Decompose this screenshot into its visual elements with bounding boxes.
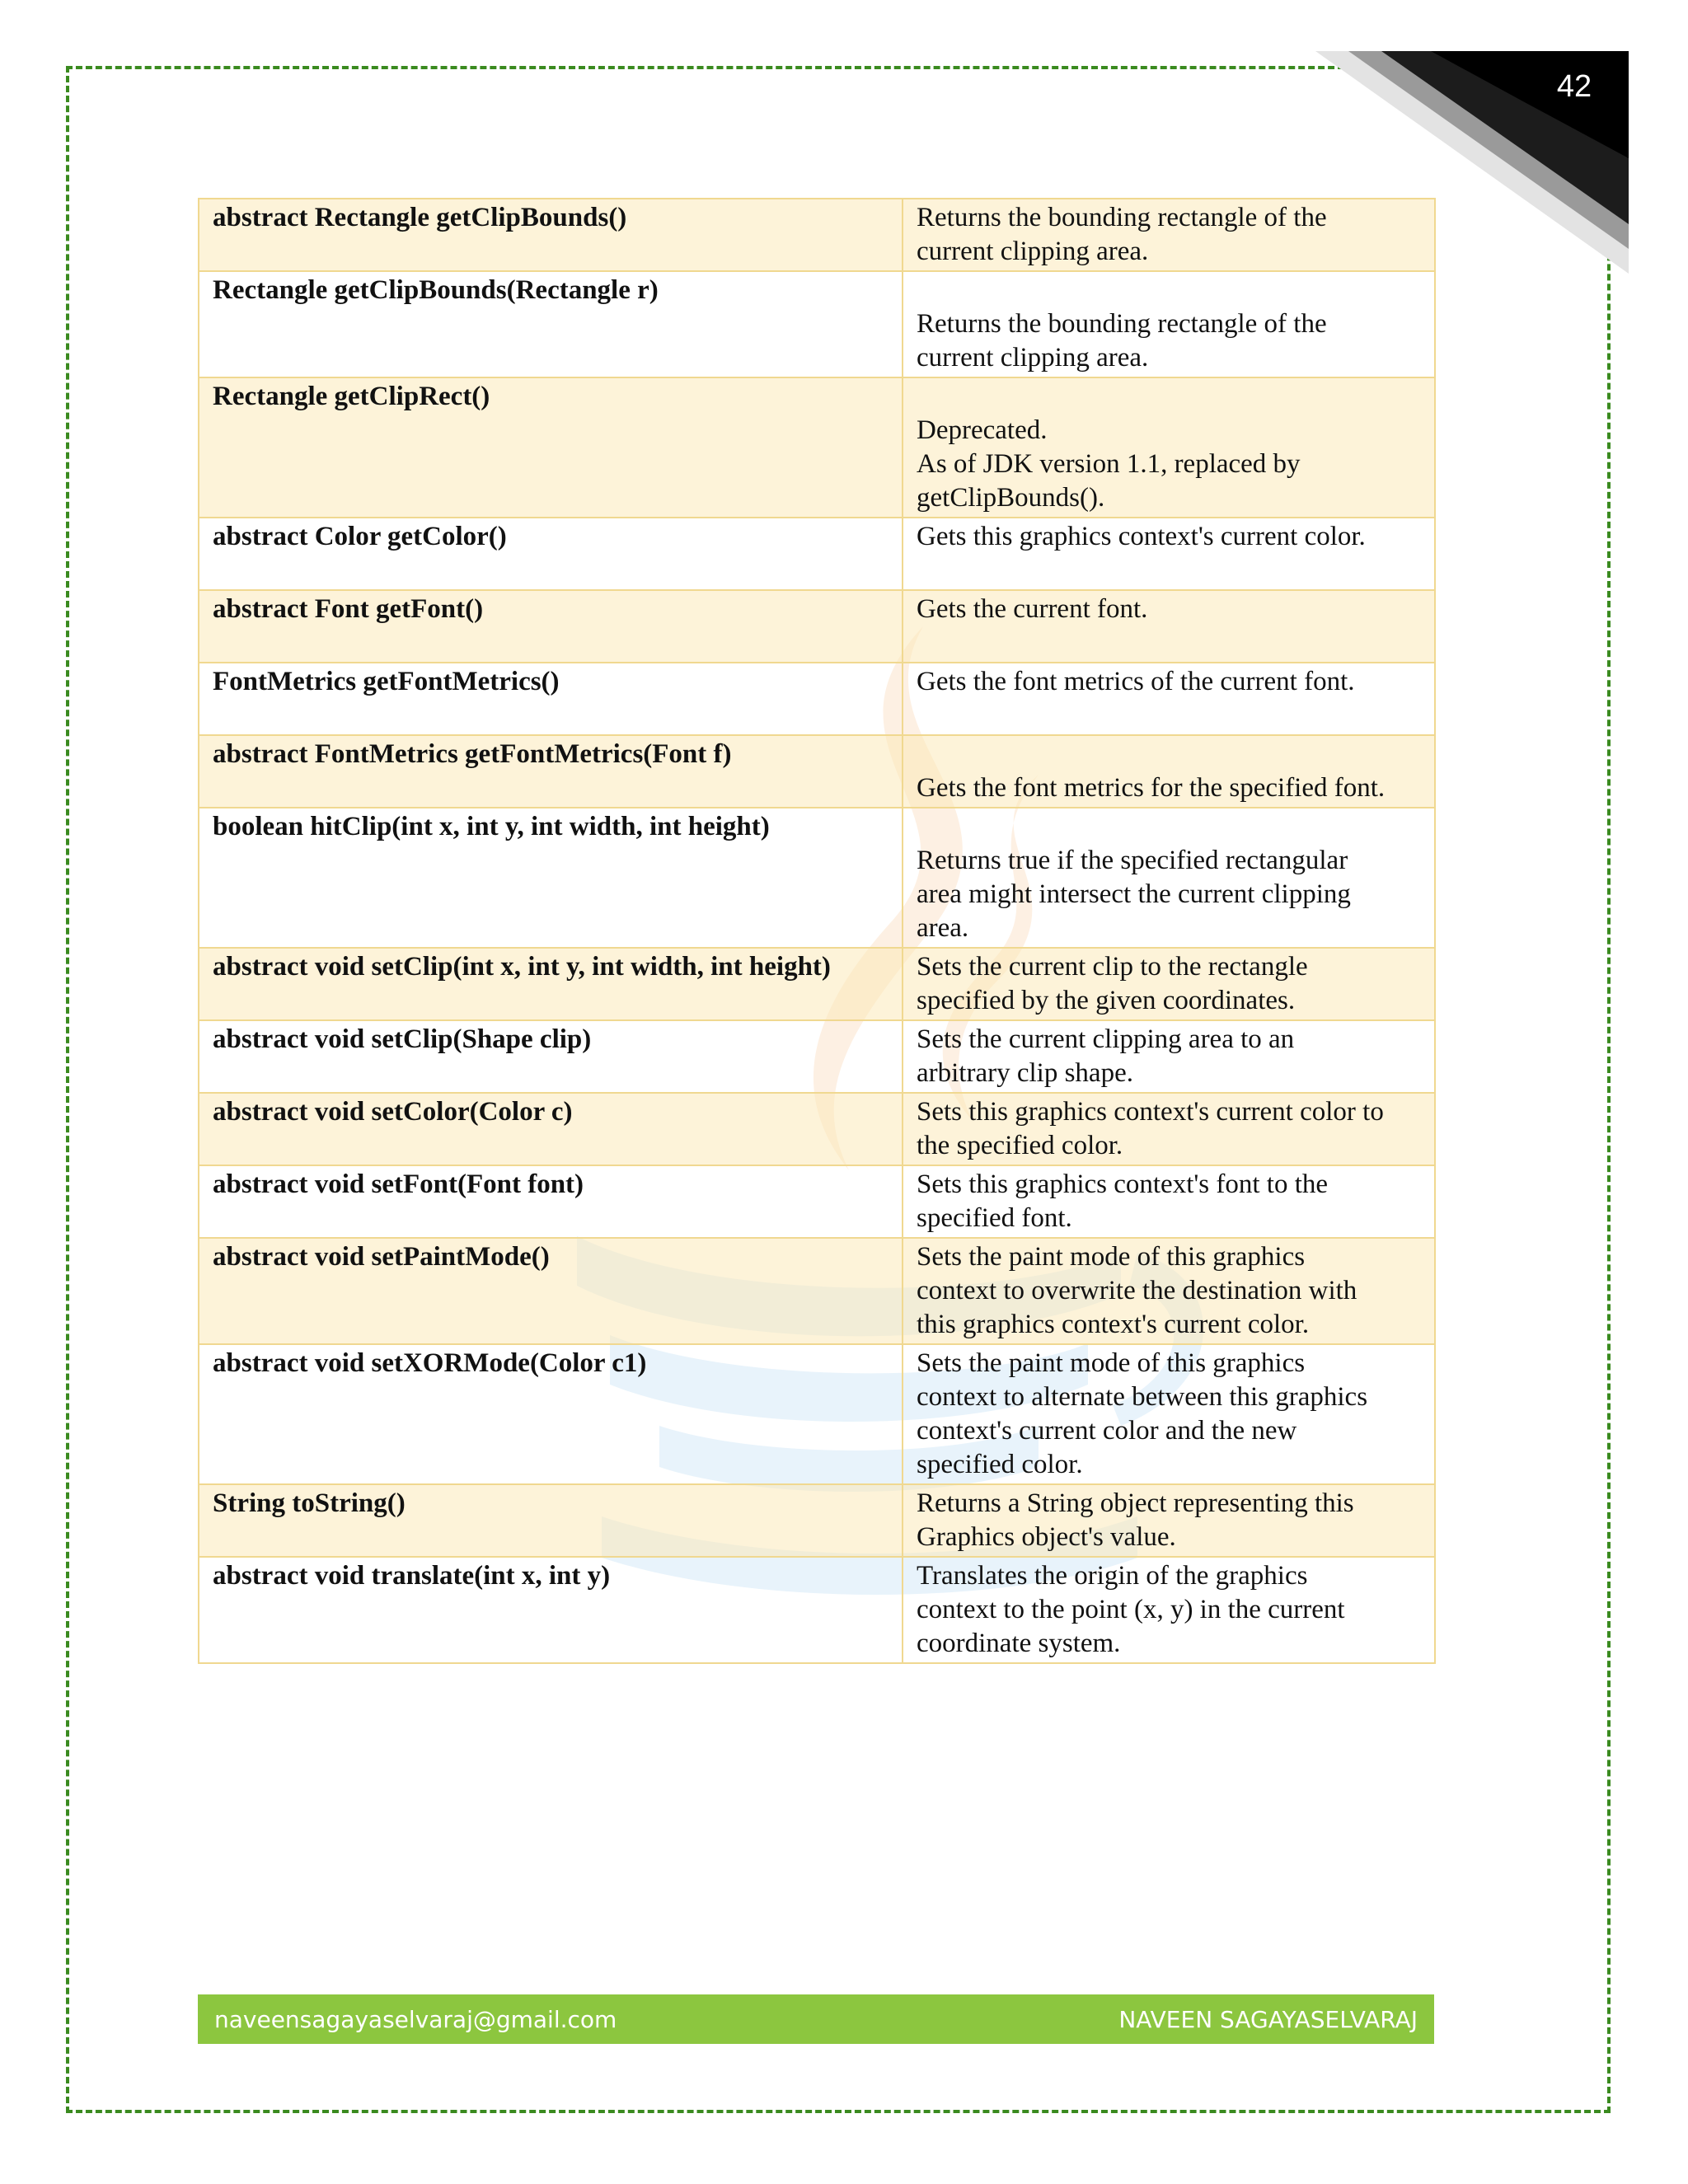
spacer-line	[917, 738, 1421, 771]
method-description	[903, 1165, 1435, 1238]
method-description	[903, 808, 1435, 948]
table-body	[199, 199, 1435, 1663]
description-line: area might intersect the current clipping	[917, 879, 1351, 909]
description-line: Returns the bounding rectangle of the	[917, 203, 1327, 232]
table-row	[199, 271, 1435, 377]
method-description	[903, 1020, 1435, 1093]
page-number: 42	[1556, 69, 1592, 104]
footer-email: naveensagayaselvaraj@gmail.com	[214, 2005, 617, 2033]
spacer-line	[917, 699, 1421, 733]
description-line: As of JDK version 1.1, replaced by	[917, 449, 1301, 479]
description-line: arbitrary clip shape.	[917, 1058, 1133, 1088]
method-description	[903, 1557, 1435, 1663]
table-row	[199, 948, 1435, 1020]
spacer-line	[917, 626, 1421, 660]
footer-author: NAVEEN SAGAYASELVARAJ	[1118, 2005, 1418, 2033]
table-row	[199, 1020, 1435, 1093]
method-description	[903, 948, 1435, 1020]
description-line: Sets the paint mode of this graphics	[917, 1242, 1306, 1272]
spacer-line	[917, 810, 1421, 844]
description-line: context to overwrite the destination with	[917, 1276, 1357, 1305]
method-description	[903, 1344, 1435, 1484]
method-description	[903, 271, 1435, 377]
method-signature: abstract void setColor(Color c)	[199, 1093, 903, 1165]
spacer-line	[917, 554, 1421, 588]
description-line: this graphics context's current color.	[917, 1310, 1310, 1339]
method-signature: Rectangle getClipRect()	[199, 377, 903, 518]
description-line: specified by the given coordinates.	[917, 986, 1296, 1015]
method-signature: abstract Color getColor()	[199, 518, 903, 590]
method-signature: abstract Font getFont()	[199, 590, 903, 663]
description-line: Gets this graphics context's current color.	[917, 522, 1366, 551]
description-line: Sets the current clip to the rectangle	[917, 952, 1308, 982]
description-line: Returns the bounding rectangle of the	[917, 309, 1327, 339]
spacer-line	[917, 380, 1421, 414]
description-line: Sets this graphics context's font to the	[917, 1169, 1329, 1199]
table-row	[199, 518, 1435, 590]
method-signature: FontMetrics getFontMetrics()	[199, 663, 903, 735]
description-line: Sets the current clipping area to an	[917, 1024, 1295, 1054]
table-row	[199, 1484, 1435, 1557]
method-description	[903, 1238, 1435, 1344]
table-row	[199, 1344, 1435, 1484]
method-description	[903, 199, 1435, 271]
description-line: Gets the current font.	[917, 594, 1148, 624]
method-description	[903, 1093, 1435, 1165]
description-line: current clipping area.	[917, 237, 1149, 266]
description-line: context to alternate between this graphics	[917, 1382, 1368, 1412]
table-row	[199, 735, 1435, 808]
method-description	[903, 518, 1435, 590]
table-row	[199, 663, 1435, 735]
description-line: coordinate system.	[917, 1629, 1121, 1658]
method-signature: abstract void setFont(Font font)	[199, 1165, 903, 1238]
description-line: context to the point (x, y) in the current	[917, 1595, 1345, 1624]
table-row	[199, 590, 1435, 663]
footer-bar	[198, 1994, 1434, 2044]
method-signature: abstract void translate(int x, int y)	[199, 1557, 903, 1663]
method-description	[903, 590, 1435, 663]
description-line: the specified color.	[917, 1131, 1123, 1160]
method-description	[903, 377, 1435, 518]
description-line: Translates the origin of the graphics	[917, 1561, 1308, 1591]
method-description	[903, 663, 1435, 735]
method-signature: abstract FontMetrics getFontMetrics(Font f)	[199, 735, 903, 808]
table-row	[199, 808, 1435, 948]
description-line: Gets the font metrics for the specified font.	[917, 773, 1386, 803]
description-line: Returns a String object representing this	[917, 1488, 1354, 1518]
description-line: Graphics object's value.	[917, 1522, 1176, 1552]
method-description	[903, 1484, 1435, 1557]
method-signature: abstract void setClip(Shape clip)	[199, 1020, 903, 1093]
methods-table-container	[198, 198, 1434, 1664]
spacer-line	[917, 274, 1421, 307]
description-line: specified font.	[917, 1203, 1072, 1233]
description-line: Deprecated.	[917, 415, 1048, 445]
description-line: Sets the paint mode of this graphics	[917, 1348, 1306, 1378]
table-row	[199, 1557, 1435, 1663]
description-line: specified color.	[917, 1450, 1083, 1479]
description-line: area.	[917, 913, 969, 943]
description-line: context's current color and the new	[917, 1416, 1297, 1446]
method-signature: String toString()	[199, 1484, 903, 1557]
table-row	[199, 199, 1435, 271]
description-line: Sets this graphics context's current color to	[917, 1097, 1384, 1127]
method-description	[903, 735, 1435, 808]
table-row	[199, 1093, 1435, 1165]
method-signature: abstract void setXORMode(Color c1)	[199, 1344, 903, 1484]
description-line: Returns true if the specified rectangular	[917, 846, 1348, 875]
table-row	[199, 1238, 1435, 1344]
method-signature: abstract Rectangle getClipBounds()	[199, 199, 903, 271]
table-row	[199, 377, 1435, 518]
description-line: getClipBounds().	[917, 483, 1105, 513]
method-signature: boolean hitClip(int x, int y, int width, int height)	[199, 808, 903, 948]
method-signature: Rectangle getClipBounds(Rectangle r)	[199, 271, 903, 377]
description-line: Gets the font metrics of the current font.	[917, 667, 1355, 696]
method-signature: abstract void setPaintMode()	[199, 1238, 903, 1344]
table-row	[199, 1165, 1435, 1238]
graphics-methods-table	[198, 198, 1436, 1664]
method-signature: abstract void setClip(int x, int y, int width, int height)	[199, 948, 903, 1020]
description-line: current clipping area.	[917, 343, 1149, 373]
